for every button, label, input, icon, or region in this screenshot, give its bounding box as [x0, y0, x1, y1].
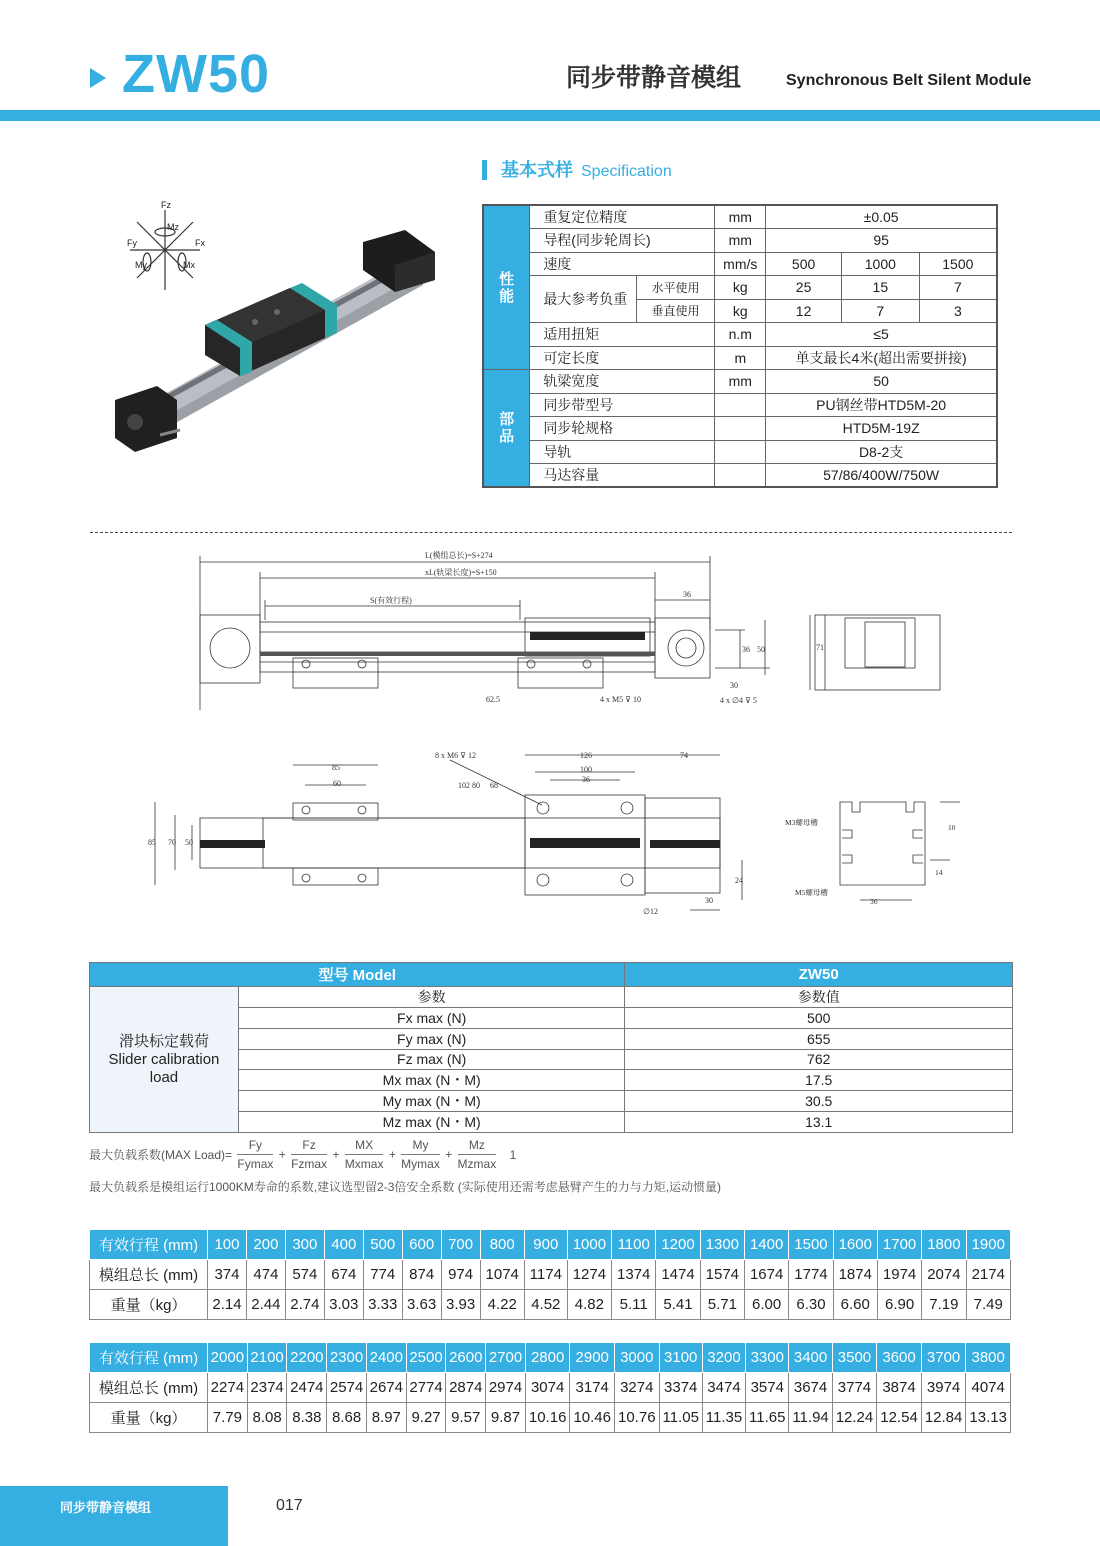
dim-50a: 50 [757, 645, 765, 654]
load-header-row [90, 963, 1013, 987]
stroke-cell: 100 [208, 1230, 247, 1260]
formula-num: Mz [458, 1136, 497, 1155]
end-view [810, 615, 940, 690]
footer-bar [0, 1486, 228, 1546]
load-value-header: 参数值 [625, 987, 1013, 1008]
stroke-cell: 1400 [745, 1230, 789, 1260]
dim-14: 14 [935, 868, 943, 877]
spec-name: 导轨 [530, 440, 715, 464]
spec-row [483, 323, 997, 347]
stroke-cell: 2374 [247, 1373, 287, 1403]
spec-name: 导程(同步轮周长) [530, 229, 715, 253]
load-value: 17.5 [625, 1070, 1013, 1091]
formula-num: My [401, 1136, 440, 1155]
spec-title-en: Specification [581, 163, 672, 180]
side-view [200, 556, 770, 710]
dim-24: 24 [735, 876, 743, 885]
load-param: Fx max (N) [238, 1008, 625, 1029]
stroke-cell: 2974 [486, 1373, 526, 1403]
stroke-cell: 3700 [921, 1343, 966, 1373]
stroke-cell: 1000 [567, 1230, 611, 1260]
dim-36a: 36 [683, 590, 691, 599]
spec-value: 12 [766, 299, 842, 323]
spec-value: 15 [841, 276, 919, 300]
spec-unit [715, 440, 766, 464]
spec-name: 轨梁宽度 [530, 370, 715, 394]
spec-value: 50 [766, 370, 997, 394]
stroke-cell: 500 [363, 1230, 402, 1260]
stroke-cell: 4.22 [480, 1290, 524, 1320]
formula-plus: + [278, 1147, 286, 1162]
spec-name: 马达容量 [530, 464, 715, 488]
formula-term [291, 1136, 327, 1173]
stroke-cell: 1274 [567, 1260, 611, 1290]
dim-74: 74 [680, 751, 688, 760]
page-title-en: Synchronous Belt Silent Module [786, 72, 1032, 89]
stroke-cell: 3.03 [324, 1290, 363, 1320]
stroke-cell: 874 [402, 1260, 441, 1290]
formula-den: Fzmax [291, 1157, 328, 1171]
stroke-cell: 2500 [406, 1343, 446, 1373]
load-param: My max (N・M) [238, 1091, 625, 1112]
stroke-cell: 4074 [966, 1373, 1011, 1403]
spec-unit: mm [715, 370, 766, 394]
stroke-cell: 11.65 [746, 1403, 789, 1433]
dim-10: 10 [948, 823, 956, 832]
stroke-row [90, 1260, 1011, 1290]
stroke-cell: 3300 [746, 1343, 789, 1373]
spec-name: 适用扭矩 [530, 323, 715, 347]
stroke-cell: 3.33 [363, 1290, 402, 1320]
dim-85b: 85 [148, 838, 156, 847]
formula-note: 最大负载系是模组运行1000KM寿命的系数,建议选型留2-3倍安全系数 (实际使用还需考虑悬臂产生的力与力矩,运动惯量) [89, 1180, 722, 1194]
stroke-cell: 1100 [612, 1230, 656, 1260]
stroke-cell: 3200 [702, 1343, 745, 1373]
spec-row [483, 393, 997, 417]
stroke-row-header: 重量（kg） [90, 1403, 208, 1433]
stroke-cell: 600 [402, 1230, 441, 1260]
stroke-cell: 374 [208, 1260, 247, 1290]
stroke-cell: 9.87 [486, 1403, 526, 1433]
stroke-cell: 1500 [789, 1230, 833, 1260]
stroke-cell: 3174 [570, 1373, 615, 1403]
load-value: 500 [625, 1008, 1013, 1029]
stroke-cell: 574 [285, 1260, 324, 1290]
max-load-formula [89, 1136, 516, 1173]
stroke-row-header: 有效行程 (mm) [90, 1343, 208, 1373]
header-bar [0, 110, 1100, 121]
stroke-row [90, 1343, 1011, 1373]
spec-group-parts-label: 部 品 [499, 411, 515, 445]
spec-unit [715, 417, 766, 441]
stroke-cell: 2400 [366, 1343, 406, 1373]
formula-den: Mzmax [457, 1157, 497, 1171]
spec-unit [715, 393, 766, 417]
section-divider [90, 532, 1012, 533]
spec-name: 可定长度 [530, 346, 715, 370]
spec-row [483, 276, 997, 300]
formula-term [237, 1136, 273, 1173]
load-param: Fy max (N) [238, 1028, 625, 1049]
spec-value: D8-2支 [766, 440, 997, 464]
spec-group-performance-label: 性 能 [499, 270, 515, 305]
technical-drawing [130, 540, 970, 930]
formula-den: Mymax [401, 1157, 440, 1171]
spec-group-performance [483, 205, 530, 370]
stroke-cell: 6.00 [745, 1290, 789, 1320]
dim-126: 126 [580, 751, 592, 760]
module-render [115, 230, 435, 452]
stroke-cell: 3.93 [441, 1290, 480, 1320]
dim-stroke: S(有效行程) [370, 596, 412, 605]
stroke-cell: 3274 [615, 1373, 660, 1403]
profile-view [840, 802, 960, 900]
formula-tail: 1 [509, 1147, 517, 1162]
stroke-cell: 2.14 [208, 1290, 247, 1320]
formula-lead: 最大负载系数(MAX Load)= [89, 1148, 233, 1162]
dim-71: 71 [816, 643, 824, 652]
dim-30b: 30 [705, 896, 713, 905]
spec-unit: n.m [715, 323, 766, 347]
load-row [90, 987, 1013, 1008]
dim-36c: 36 [582, 775, 590, 784]
stroke-cell: 3074 [525, 1373, 570, 1403]
stroke-cell: 1474 [656, 1260, 700, 1290]
dim-68: 68 [490, 781, 498, 790]
stroke-row [90, 1373, 1011, 1403]
spec-value: 500 [766, 252, 842, 276]
formula-den: Mxmax [344, 1157, 384, 1171]
load-table [89, 962, 1013, 1133]
stroke-cell: 2774 [406, 1373, 446, 1403]
product-illustration [105, 190, 440, 460]
formula-plus: + [388, 1147, 396, 1162]
spec-value: 3 [919, 299, 997, 323]
load-group-label: 滑块标定载荷 Slider calibration load [108, 1032, 220, 1086]
stroke-cell: 13.13 [966, 1403, 1011, 1433]
stroke-row [90, 1230, 1011, 1260]
stroke-row-header: 模组总长 (mm) [90, 1373, 208, 1403]
spec-row [483, 370, 997, 394]
spec-row [483, 252, 997, 276]
spec-unit: mm [715, 229, 766, 253]
stroke-cell: 2900 [570, 1343, 615, 1373]
spec-value: 57/86/400W/750W [766, 464, 997, 488]
dim-70: 70 [168, 838, 176, 847]
page-title-cn: 同步带静音模组 [566, 64, 742, 92]
spec-row [483, 346, 997, 370]
stroke-cell: 2.74 [285, 1290, 324, 1320]
spec-unit: mm/s [715, 252, 766, 276]
stroke-cell: 11.94 [789, 1403, 832, 1433]
stroke-cell: 9.27 [406, 1403, 446, 1433]
footer-title: 同步带静音模组 [60, 1500, 152, 1515]
stroke-cell: 8.38 [287, 1403, 327, 1433]
formula-term [458, 1136, 497, 1173]
stroke-cell: 3574 [746, 1373, 789, 1403]
stroke-cell: 9.57 [446, 1403, 486, 1433]
spec-name: 最大参考负重 [530, 276, 636, 323]
stroke-cell: 900 [524, 1230, 567, 1260]
stroke-cell: 1974 [877, 1260, 921, 1290]
dim-30a: 30 [730, 681, 738, 690]
stroke-cell: 3374 [659, 1373, 702, 1403]
stroke-cell: 1374 [612, 1260, 656, 1290]
stroke-cell: 2100 [247, 1343, 287, 1373]
formula-den: Fymax [237, 1157, 274, 1171]
spec-value: ≤5 [766, 323, 997, 347]
stroke-cell: 1774 [789, 1260, 833, 1290]
load-group [90, 987, 239, 1133]
dim-beam-length: xL(轨梁长度)=S+150 [425, 568, 497, 577]
stroke-cell: 1674 [745, 1260, 789, 1290]
stroke-cell: 3100 [659, 1343, 702, 1373]
stroke-cell: 300 [285, 1230, 324, 1260]
spec-group-parts [483, 370, 530, 488]
stroke-cell: 10.46 [570, 1403, 615, 1433]
stroke-cell: 2700 [486, 1343, 526, 1373]
stroke-cell: 1900 [966, 1230, 1010, 1260]
stroke-cell: 1800 [922, 1230, 966, 1260]
spec-unit: m [715, 346, 766, 370]
spec-sub-horizontal: 水平使用 [636, 276, 715, 300]
dim-62: 62.5 [486, 695, 500, 704]
stroke-cell: 4.52 [524, 1290, 567, 1320]
load-value: 655 [625, 1028, 1013, 1049]
profile-m5-slot: M5螺母槽 [795, 888, 828, 897]
spec-value: ±0.05 [766, 205, 997, 229]
axis-mz-label: Mz [167, 222, 179, 232]
stroke-cell: 3600 [877, 1343, 922, 1373]
stroke-cell: 3974 [921, 1373, 966, 1403]
dim-phi4-holes: 4 x ∅4 ⊽ 5 [720, 696, 757, 705]
load-param: Mx max (N・M) [238, 1070, 625, 1091]
axis-fy-label: Fy [127, 238, 137, 248]
stroke-cell: 2600 [446, 1343, 486, 1373]
spec-row [483, 417, 997, 441]
stroke-cell: 1574 [700, 1260, 744, 1290]
load-value: 30.5 [625, 1091, 1013, 1112]
spec-title-marker [482, 160, 487, 180]
page-title: ZW50 [122, 44, 271, 104]
formula-term [345, 1136, 384, 1173]
spec-name: 重复定位精度 [530, 205, 715, 229]
stroke-cell: 3674 [789, 1373, 832, 1403]
stroke-row-header: 有效行程 (mm) [90, 1230, 208, 1260]
spec-value: 1000 [841, 252, 919, 276]
axis-mx-label: Mx [183, 260, 195, 270]
dim-m6-holes: 8 x M6 ⊽ 12 [435, 751, 476, 760]
page-number: 017 [276, 1497, 303, 1514]
spec-unit: kg [715, 299, 766, 323]
stroke-cell: 2.44 [246, 1290, 285, 1320]
stroke-cell: 2000 [208, 1343, 248, 1373]
spec-name: 速度 [530, 252, 715, 276]
spec-value: 7 [841, 299, 919, 323]
spec-name: 同步轮规格 [530, 417, 715, 441]
stroke-cell: 3800 [966, 1343, 1011, 1373]
stroke-cell: 7.49 [966, 1290, 1010, 1320]
dim-100: 100 [580, 765, 592, 774]
stroke-cell: 2800 [525, 1343, 570, 1373]
stroke-cell: 1600 [833, 1230, 877, 1260]
load-header-zw50: ZW50 [625, 963, 1013, 987]
spec-row [483, 440, 997, 464]
stroke-cell: 2474 [287, 1373, 327, 1403]
stroke-cell: 3500 [832, 1343, 877, 1373]
spec-title-cn: 基本式样 [501, 160, 573, 180]
spec-value: HTD5M-19Z [766, 417, 997, 441]
spec-unit: kg [715, 276, 766, 300]
stroke-cell: 400 [324, 1230, 363, 1260]
stroke-table-1 [89, 1229, 1011, 1320]
stroke-cell: 2674 [366, 1373, 406, 1403]
axis-fx-label: Fx [195, 238, 205, 248]
spec-unit [715, 464, 766, 488]
stroke-cell: 5.11 [612, 1290, 656, 1320]
stroke-cell: 1200 [656, 1230, 700, 1260]
spec-value: 95 [766, 229, 997, 253]
axis-fz-label: Fz [161, 200, 171, 210]
stroke-cell: 8.08 [247, 1403, 287, 1433]
dim-total-length: L(模组总长)=S+274 [425, 551, 493, 560]
stroke-cell: 2200 [287, 1343, 327, 1373]
spec-value: 单支最长4米(超出需要拼接) [766, 346, 997, 370]
stroke-cell: 6.30 [789, 1290, 833, 1320]
stroke-cell: 11.35 [702, 1403, 745, 1433]
stroke-row [90, 1403, 1011, 1433]
dim-50b: 50 [185, 838, 193, 847]
stroke-cell: 5.41 [656, 1290, 700, 1320]
stroke-cell: 3000 [615, 1343, 660, 1373]
formula-num: Fz [291, 1136, 327, 1155]
stroke-row-header: 重量（kg） [90, 1290, 208, 1320]
load-value: 762 [625, 1049, 1013, 1070]
stroke-cell: 11.05 [659, 1403, 702, 1433]
spec-value: 25 [766, 276, 842, 300]
stroke-cell: 12.84 [921, 1403, 966, 1433]
stroke-table-2 [89, 1342, 1011, 1433]
stroke-cell: 2274 [208, 1373, 248, 1403]
stroke-cell: 8.68 [327, 1403, 367, 1433]
stroke-row-header: 模组总长 (mm) [90, 1260, 208, 1290]
stroke-cell: 674 [324, 1260, 363, 1290]
stroke-cell: 2174 [966, 1260, 1010, 1290]
spec-value: 1500 [919, 252, 997, 276]
spec-row [483, 464, 997, 488]
spec-title [501, 158, 672, 184]
stroke-cell: 12.54 [877, 1403, 922, 1433]
spec-value: PU钢丝带HTD5M-20 [766, 393, 997, 417]
formula-num: MX [345, 1136, 384, 1155]
load-param: Fz max (N) [238, 1049, 625, 1070]
axis-diagram [130, 210, 200, 290]
stroke-cell: 700 [441, 1230, 480, 1260]
formula-plus: + [445, 1147, 453, 1162]
spec-sub-vertical: 垂直使用 [636, 299, 715, 323]
stroke-cell: 3474 [702, 1373, 745, 1403]
stroke-cell: 1074 [480, 1260, 524, 1290]
stroke-cell: 6.90 [877, 1290, 921, 1320]
axis-my-label: My [135, 260, 147, 270]
stroke-cell: 10.16 [525, 1403, 570, 1433]
stroke-cell: 10.76 [615, 1403, 660, 1433]
spec-row [483, 229, 997, 253]
stroke-cell: 2074 [922, 1260, 966, 1290]
stroke-cell: 774 [363, 1260, 402, 1290]
stroke-cell: 1174 [524, 1260, 567, 1290]
dim-80: 80 [472, 781, 480, 790]
stroke-cell: 3774 [832, 1373, 877, 1403]
load-param: Mz max (N・M) [238, 1112, 625, 1133]
stroke-cell: 2300 [327, 1343, 367, 1373]
spec-unit: mm [715, 205, 766, 229]
stroke-cell: 3874 [877, 1373, 922, 1403]
stroke-cell: 800 [480, 1230, 524, 1260]
formula-term [401, 1136, 440, 1173]
spec-value: 7 [919, 276, 997, 300]
load-param-header: 参数 [238, 987, 625, 1008]
stroke-row [90, 1290, 1011, 1320]
stroke-cell: 12.24 [832, 1403, 877, 1433]
stroke-cell: 1700 [877, 1230, 921, 1260]
stroke-cell: 1300 [700, 1230, 744, 1260]
spec-name: 同步带型号 [530, 393, 715, 417]
top-view [155, 755, 742, 910]
stroke-cell: 974 [441, 1260, 480, 1290]
stroke-cell: 2574 [327, 1373, 367, 1403]
stroke-cell: 5.71 [700, 1290, 744, 1320]
stroke-cell: 7.19 [922, 1290, 966, 1320]
dim-36b: 36 [742, 645, 750, 654]
dim-85a: 85 [332, 763, 340, 772]
profile-m3-slot: M3螺母槽 [785, 818, 818, 827]
spec-row [483, 205, 997, 229]
stroke-cell: 474 [246, 1260, 285, 1290]
stroke-cell: 4.82 [567, 1290, 611, 1320]
stroke-cell: 7.79 [208, 1403, 248, 1433]
dim-102: 102 [458, 781, 470, 790]
stroke-cell: 2874 [446, 1373, 486, 1403]
stroke-cell: 8.97 [366, 1403, 406, 1433]
load-value: 13.1 [625, 1112, 1013, 1133]
dim-m5-holes: 4 x M5 ⊽ 10 [600, 695, 641, 704]
dim-phi12: ∅12 [643, 907, 658, 916]
stroke-cell: 3400 [789, 1343, 832, 1373]
load-header-model: 型号 Model [90, 963, 625, 987]
formula-num: Fy [237, 1136, 273, 1155]
dim-60: 60 [333, 779, 341, 788]
stroke-cell: 3.63 [402, 1290, 441, 1320]
header-arrow-icon [90, 68, 106, 88]
spec-table [482, 204, 998, 488]
stroke-cell: 6.60 [833, 1290, 877, 1320]
formula-plus: + [332, 1147, 340, 1162]
dim-36d: 36 [870, 897, 878, 906]
stroke-cell: 200 [246, 1230, 285, 1260]
stroke-cell: 1874 [833, 1260, 877, 1290]
